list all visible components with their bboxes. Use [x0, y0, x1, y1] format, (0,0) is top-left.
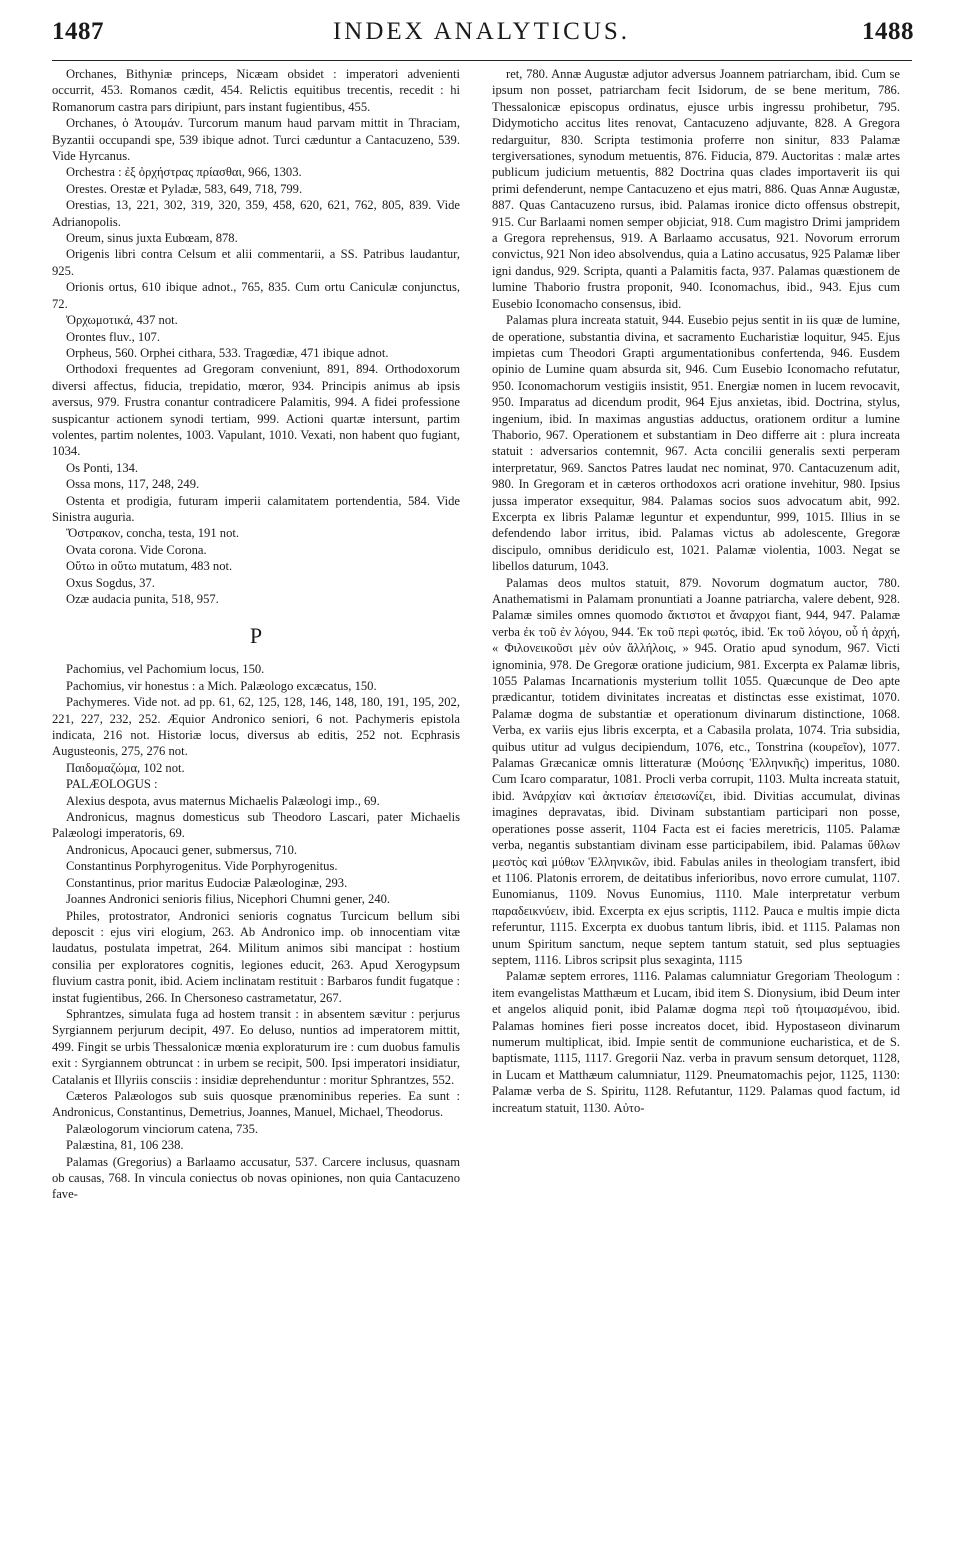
index-entry: Orchestra : ἐξ ὀρχήστρας πρίασθαι, 966, 1303.	[66, 165, 302, 180]
index-entry: Pachomius, vel Pachomium locus, 150.	[66, 662, 265, 677]
index-entry: Andronicus, magnus domesticus sub Theodoro Lascari, pater Michaelis Palæologi imperatoris, 69.	[52, 810, 460, 841]
index-entry: Alexius despota, avus maternus Michaelis Palæologi imp., 69.	[66, 793, 380, 808]
index-entry: Palamas (Gregorius) a Barlaamo accusatur, 537. Carcere inclusus, quasnam ob causas, 768. In vincula coniectus ob novas opiniones, non quia Cantacuzeno fave-	[52, 1154, 460, 1202]
section-letter: P	[249, 623, 263, 649]
left-column	[52, 66, 460, 1546]
right-column	[492, 66, 900, 1546]
index-entry: Palamas plura increata statuit, 944. Eusebio pejus sentit in iis quæ de lumine, de operatione, substantia divina, et sacramento Eucharistiæ loquitur, 945. Ejus impietas cum Theodori Grapti argumentationibus confertenda, 946. Eusdem opinio de Lumine quam absurda sit, 946. Cum Eusebio Iconomacho refutatur, 950. Iconomachorum vestigiis insistit, 951. Energiæ nomen in lucem revocavit, 950. Imparatus ad dicendum prodit, 964 Ejus anxietas, ibid. Doctrina, stylus, ingenium, ibid. In maximas angustias adductus, orationem orditur a lumine Thaborio, 967. Operationem et substantiam in Deo differre ait : plura increata statuit : adversarios contemnit, 967. Acta concilii generalis sexti perperam interpretatur, 969. Sanctos Patres laudat nec nominat, 970. Cantacuzenum adit, 980. In Gregoram et in cæteros orthodoxos acri oratione invehitur, 980. Ipsius jussa imperator exsequitur, 984. Palamas socios suos advocatum abit, 992. Excerpta ex libris Palamæ leguntur et expenduntur, 999, 1015. Illius in se defendendo labor irritus, ibid. Palamas victus ab adolescente, Gregoræ discipulo, omnibus deridiculo est, 1021. Palamæ violentia, 1003. Negat se libellos daturum, 1043.	[492, 313, 900, 574]
index-entry: Palamas deos multos statuit, 879. Novorum dogmatum auctor, 780. Anathematismi in Palamam pronuntiati a Joanne patriarcha, valere debent, 928. Palamæ similes omnes quomodo ἄκτιστοι et ἄναρχοι fiant, 944, 947. Palamæ verba ἐκ τοῦ ἐν λόγου, 944. Ἐκ τοῦ περὶ φωτός, ibid. Ἐκ τοῦ λόγου, οὗ ἡ ἀρχή, « Φιλονεικοῦσι μὲν οὐν ἄλλήλοις, » 945. Oratio apud synodum, 967. Victi ignominia, 978. De Gregoræ oratione judicium, 981. Excerpta ex Palamæ libris, 1055 Palamas Incarnationis mysterium tollit 1055. Quæcunque de Deo apte prædicantur, totidem divinitates increatas et distinctas esse existimat, 1070. Palamæ dogma de substantiæ et operationum divinarum distinctione, 1068. Verba, ex variis ejus libris excerpta, et a Cabasila prolata, 1074. Tria subsidia, quibus utitur ad vulgus decipiendum, 1076, etc., Tonstrina (κουρεῖον), 1077. Palamas Græcanicæ omnis litteraturæ (Μούσης Ἑλληνικῆς) imperitus, 1080. Cum Icaro comparatur, 1081. Procli verba corrupit, 1103. Multa increata statuit, ibid. Ἀνάρχίαν καὶ ἀκτισίαν ἐπεισωνίζει, ibid. Divitias accumulat, divinas imagines depravatas, ibid. Divinam substantiam participari non posse, operationes posse asserit, 1104 Facta est ei facies meretricis, 1105. Palamæ verba, negantis substantiam divinam esse participabilem, ibid. Palamas ὕθλων μεστὸς καὶ μύθων Ἑλληνικῶν, ibid. Fabulas aniles in theologiam transfert, ibid et 1106. Platonis errorem, de deitatibus inferioribus, novo errore cumulat, 1107. Eunomianus, 1109. Novus Eunomius, 1110. Male interpretatur verbum παραδεικνύειν, ibid. Excerpta ex ejus scriptis, 1112. Pauca e multis impie dicta referuntur, 1115. Excerpta ex duobus tantum libris, ibid. et 1115. Palamas non unum Spiritum sanctum, neque septem tantum statuit, sed plus septuagies septem, 1116. Libros scripsit plus sexaginta, 1115	[492, 575, 900, 967]
page-header	[0, 14, 963, 54]
index-entry: Sphrantzes, simulata fuga ad hostem transit : in absentem sævitur : perjurus Syrgiannem perjurum decipit, 497. Eo deluso, nuntios ad imperatorem mittit, 499. Fingit se urbis Thessalonicæ mœnia exploraturum ire : cum duobus famulis exit : Syrgiannem obtruncat : in urbem se recipit, 500. Ipsi imperatori insidiatur, Catalanis et Illyriis consciis : insidiæ deprehenduntur : moritur Sphrantzes, 552.	[52, 1006, 460, 1087]
index-entry: Ostenta et prodigia, futuram imperii calamitatem portendentia, 584. Vide Sinistra auguria.	[52, 493, 460, 524]
index-entry: Ὀρχωμοτικά, 437 not.	[66, 313, 178, 328]
index-entry: Ovata corona. Vide Corona.	[66, 542, 207, 557]
index-entry: Orthodoxi frequentes ad Gregoram conveniunt, 891, 894. Orthodoxorum diversi affectus, fiducia, trepidatio, mœror, 934. Principis animus ab ipsis aversus, 979. Frustra conantur contradicere Palamitis, 994. A fidei professione suspicantur actionem synodi tertiam, 999. Actioni quartæ intersunt, partim volentes, partim nolentes, 1003. Vapulant, 1010. Vexati, non habent quo fugiant, 1034.	[52, 362, 460, 459]
index-entry: Pachomius, vir honestus : a Mich. Palæologo excæcatus, 150.	[66, 678, 377, 693]
header-rule	[52, 60, 912, 61]
index-entry: Os Ponti, 134.	[66, 460, 139, 475]
index-entry: Orpheus, 560. Orphei cithara, 533. Tragœdiæ, 471 ibique adnot.	[66, 345, 389, 360]
index-entry: Ὄστρακον, concha, testa, 191 not.	[66, 526, 240, 541]
index-entry: Orestias, 13, 221, 302, 319, 320, 359, 458, 620, 621, 762, 805, 839. Vide Adrianopolis.	[52, 198, 460, 229]
index-entry: PALÆOLOGUS :	[66, 777, 158, 792]
index-entry: Palæologorum vinciorum catena, 735.	[66, 1121, 259, 1136]
index-entry: Andronicus, Apocauci gener, submersus, 710.	[66, 842, 298, 857]
index-entry: Orestes. Orestæ et Pyladæ, 583, 649, 718, 799.	[66, 181, 303, 196]
index-entry: Palamæ septem errores, 1116. Palamas calumniatur Gregoriam Theologum : item evangelistas Matthæum et Lucam, ibid item S. Dionysium, ibid Deum inter et angelos aliquid ponit, ibid Palamæ dogma περὶ τοῦ ἡτοιμασμένου, ibid. Palamas homines fieri posse increatos docet, ibid. Hypostaseon divinarum numerum multiplicat, ibid. Impie sentit de communione eucharistica, et de S. baptismate, 1115, 1117. Gregorii Naz. verba in pravum sensum detorquet, 1128, in Lucam et Matthæum calumniatur, 1129. Pneumatomachis pejor, 1125, 1130: Palamæ verba de S. Spiritu, 1128. Refutantur, 1129. Palamas quod factum, id increatum statuit, 1130. Αὐτο-	[492, 969, 900, 1115]
index-entry: Οὕτω in οὕτω mutatum, 483 not.	[66, 559, 233, 574]
index-entry: Orchanes, ὁ Ἀτουμάν. Turcorum manum haud parvam mittit in Thraciam, Byzantii occupandi spe, 539 ibique adnot. Turci cæduntur a Cantacuzeno, 539. Vide Hyrcanus.	[52, 116, 460, 164]
index-entry: Constantinus Porphyrogenitus. Vide Porphyrogenitus.	[66, 859, 338, 874]
index-entry: Joannes Andronici senioris filius, Nicephori Chumni gener, 240.	[66, 892, 391, 907]
index-entry: Origenis libri contra Celsum et alii commentarii, a SS. Patribus laudantur, 925.	[52, 247, 460, 278]
index-entry: Orionis ortus, 610 ibique adnot., 765, 835. Cum ortu Caniculæ conjunctus, 72.	[52, 280, 460, 311]
index-entry: Orontes fluv., 107.	[66, 329, 160, 344]
index-entry: Ossa mons, 117, 248, 249.	[66, 477, 200, 492]
index-entry: Ozæ audacia punita, 518, 957.	[66, 592, 219, 606]
index-entry: ret, 780. Annæ Augustæ adjutor adversus Joannem patriarcham, ibid. Cum se ipsum non posset, patriarcham fecit Isidorum, de se bene meritum, 786. Thessalonicæ episcopus ordinatus, ejusce urbis ingressu prohibetur, 795. Didymoticho accitus lites renovat, Cantacuzeno adjuvante, 828. A Gregora redarguitur, 830. Scripta testimonia proferre non sinitur, 833 Palamæ tergiversationes, synodum metuentis, 876. Fiducia, 879. Auctoritas : malæ artes publicum judicium metuentis, 882 Doctrina quas clades importaverit iis qui primi defenderunt, nempe Cantacuzeno et ejus matri, 886. Quas Annæ Augustæ, 887. Quas Cantacuzeno rursus, ibid. Palamas ironice dicto offensus obstrepit, 915. Cur Barlaami nomen semper objiciat, 918. Cum magistro Drimi jampridem a Gregora reprehensus, 919. A Barlaamo accusatus, 921. Novorum errorum convictus, 921 Non ideo absolvendus, quia a Latino accusatus, 925 Palamæ liber igni dandus, 929. Scripta, quanti a Palamitis facta, 937. Palamas quæstionem de lumine Thaborio frustra proponit, 940. Iconomachus, ibid., 943. Ejus cum Eusebio Iconomacho consensus, ibid.	[492, 67, 900, 311]
index-entry: Oreum, sinus juxta Eubœam, 878.	[66, 231, 238, 246]
index-entry: Cæteros Palæologos sub suis quosque prænominibus reperies. Ea sunt : Andronicus, Constantinus, Demetrius, Joannes, Manuel, Michael, Theodorus.	[52, 1088, 460, 1120]
page-number-right: 1488	[862, 18, 914, 45]
index-entry: Palæstina, 81, 106 238.	[66, 1138, 184, 1153]
page-number-left: 1487	[52, 18, 104, 45]
index-entry: Oxus Sogdus, 37.	[66, 575, 155, 590]
index-entry: Orchanes, Bithyniæ princeps, Nicæam obsidet : imperatori advenienti occurrit, 453. Romanos cædit, 454. Relictis equitibus trecentis, recedit : hi Romanorum castra pars diripiunt, pars instant fugientibus, 455.	[52, 67, 460, 114]
index-entry: Philes, protostrator, Andronici senioris cognatus Turcicum bellum sibi deposcit : ejus viri elogium, 263. Ab Andronico imp. ob innocentiam vitæ laudatus, postulata impetrat, 264. Militum animos sibi mancipat : hostium consilia per exploratores cognitis, legiones educit, 263. Apud Xerogypsum fluvium castra ponit, ibid. Aciem inclinatam restituit : Barbaros fundit fugatque : instat fugientibus, 266. In Chersoneso castrametatur, 267.	[52, 908, 460, 1005]
index-entry: Pachymeres. Vide not. ad pp. 61, 62, 125, 128, 146, 148, 180, 191, 195, 202, 221, 227, 232, 252. Æquior Andronico seniori, 6 not. Pachymeris epistola indicata, 216 not. Historiæ locus, diversus ab editis, 252 not. Ecphrasis Augusteonis, 275, 276 not.	[52, 695, 460, 759]
index-entry: Constantinus, prior maritus Eudociæ Palæologinæ, 293.	[66, 875, 348, 890]
running-title: INDEX ANALYTICUS.	[332, 18, 631, 45]
index-entry: Παιδομαζώμα, 102 not.	[66, 760, 185, 775]
